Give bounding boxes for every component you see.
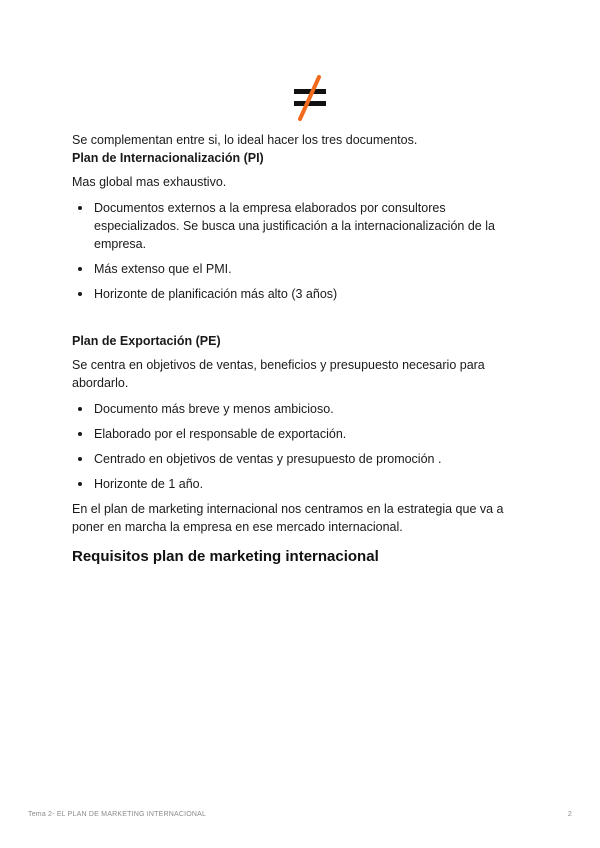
list-item bbox=[72, 450, 532, 468]
list-item-text: Elaborado por el responsable de exportación. bbox=[94, 427, 347, 441]
pi-description: Mas global mas exhaustivo. bbox=[72, 175, 227, 189]
bullet-icon bbox=[78, 457, 82, 461]
list-item bbox=[72, 475, 532, 493]
closing-paragraph: En el plan de marketing internacional nos centramos en la estrategia que va a poner en marcha la empresa en ese mercado internacional. bbox=[72, 502, 504, 534]
pi-heading: Plan de Internacionalización (PI) bbox=[72, 151, 264, 165]
page-footer bbox=[28, 811, 572, 818]
bullet-icon bbox=[78, 292, 82, 296]
list-item bbox=[72, 260, 532, 278]
bullet-icon bbox=[78, 482, 82, 486]
bullet-icon bbox=[78, 267, 82, 271]
footer-title: Tema 2- EL PLAN DE MARKETING INTERNACIONAL bbox=[28, 811, 207, 818]
list-item bbox=[72, 199, 532, 253]
list-item-text: Documentos externos a la empresa elaborados por consultores especializados. Se busca una justificación a la internacionalización de la empresa. bbox=[94, 201, 495, 251]
page-number: 2 bbox=[567, 811, 572, 818]
list-item-text: Horizonte de planificación más alto (3 años) bbox=[94, 287, 338, 301]
pi-bullet-list bbox=[72, 199, 532, 303]
list-item-text: Más extenso que el PMI. bbox=[94, 262, 232, 276]
bullet-icon bbox=[78, 206, 82, 210]
list-item-text: Centrado en objetivos de ventas y presupuesto de promoción . bbox=[94, 452, 442, 466]
bullet-icon bbox=[78, 432, 82, 436]
list-item bbox=[72, 425, 532, 443]
bullet-icon bbox=[78, 407, 82, 411]
list-item-text: Documento más breve y menos ambicioso. bbox=[94, 402, 334, 416]
pe-heading: Plan de Exportación (PE) bbox=[72, 334, 221, 348]
list-item-text: Horizonte de 1 año. bbox=[94, 477, 204, 491]
section-title: Requisitos plan de marketing internacional bbox=[72, 548, 379, 565]
pe-bullet-list bbox=[72, 400, 532, 493]
document-body bbox=[72, 131, 532, 581]
list-item bbox=[72, 400, 532, 418]
not-equal-icon bbox=[289, 74, 331, 122]
intro-text: Se complementan entre si, lo ideal hacer los tres documentos. bbox=[72, 133, 418, 147]
pe-description: Se centra en objetivos de ventas, beneficios y presupuesto necesario para abordarlo. bbox=[72, 358, 485, 390]
list-item bbox=[72, 285, 532, 303]
